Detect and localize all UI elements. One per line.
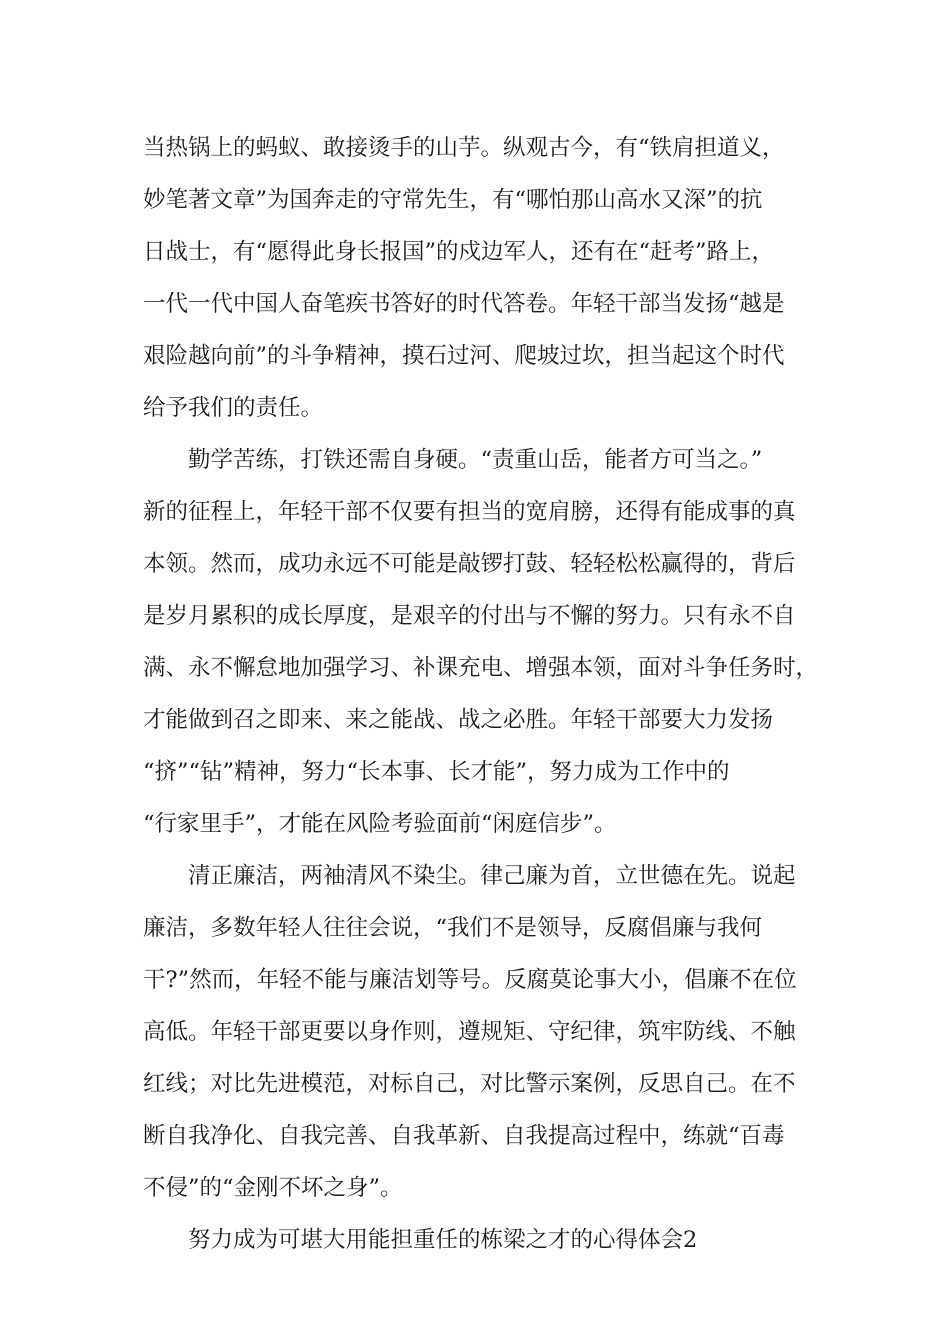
text-line: 满、永不懈怠地加强学习、补课充电、增强本领，面对斗争任务时， <box>143 655 819 681</box>
text-line: 新的征程上，年轻干部不仅要有担当的宽肩膀，还得有能成事的真 <box>143 499 796 525</box>
text-line: 不侵”的“金刚不坏之身”。 <box>143 1175 403 1201</box>
paragraph-first-line: 清正廉洁，两袖清风不染尘。律己廉为首，立世德在先。说起 <box>188 863 796 889</box>
text-line: 一代一代中国人奋笔疾书答好的时代答卷。年轻干部当发扬“越是 <box>143 291 785 317</box>
text-line: 艰险越向前”的斗争精神，摸石过河、爬坡过坎，担当起这个时代 <box>143 343 785 369</box>
text-line: 断自我净化、自我完善、自我革新、自我提高过程中，练就“百毒 <box>143 1123 785 1149</box>
text-line: 日战士，有“愿得此身长报国”的戍边军人，还有在“赶考”路上， <box>143 239 775 265</box>
paragraph-first-line: 勤学苦练，打铁还需自身硬。“责重山岳，能者方可当之。” <box>188 447 763 473</box>
text-line: 才能做到召之即来、来之能战、战之必胜。年轻干部要大力发扬 <box>143 707 774 733</box>
text-line: 干?”然而，年轻不能与廉洁划等号。反腐莫论事大小，倡廉不在位 <box>143 967 797 993</box>
text-line: 本领。然而，成功永远不可能是敲锣打鼓、轻轻松松赢得的，背后 <box>143 551 796 577</box>
text-line: “行家里手”，才能在风险考验面前“闲庭信步”。 <box>143 811 617 837</box>
text-line: 红线；对比先进模范，对标自己，对比警示案例，反思自己。在不 <box>143 1071 796 1097</box>
text-line: 高低。年轻干部更要以身作则，遵规矩、守纪律，筑牢防线、不触 <box>143 1019 796 1045</box>
text-line: 当热锅上的蚂蚁、敢接烫手的山芋。纵观古今，有“铁肩担道义， <box>143 135 785 161</box>
text-line: 廉洁，多数年轻人往往会说，“我们不是领导，反腐倡廉与我何 <box>143 915 763 941</box>
text-line: “挤”“钻”精神，努力“长本事、长才能”，努力成为工作中的 <box>143 759 730 785</box>
section-heading: 努力成为可堪大用能担重任的栋梁之才的心得体会2 <box>188 1227 698 1253</box>
text-line: 是岁月累积的成长厚度，是艰辛的付出与不懈的努力。只有永不自 <box>143 603 796 629</box>
text-line: 给予我们的责任。 <box>143 395 324 421</box>
text-line: 妙笔著文章”为国奔走的守常先生，有“哪怕那山高水又深”的抗 <box>143 187 763 213</box>
